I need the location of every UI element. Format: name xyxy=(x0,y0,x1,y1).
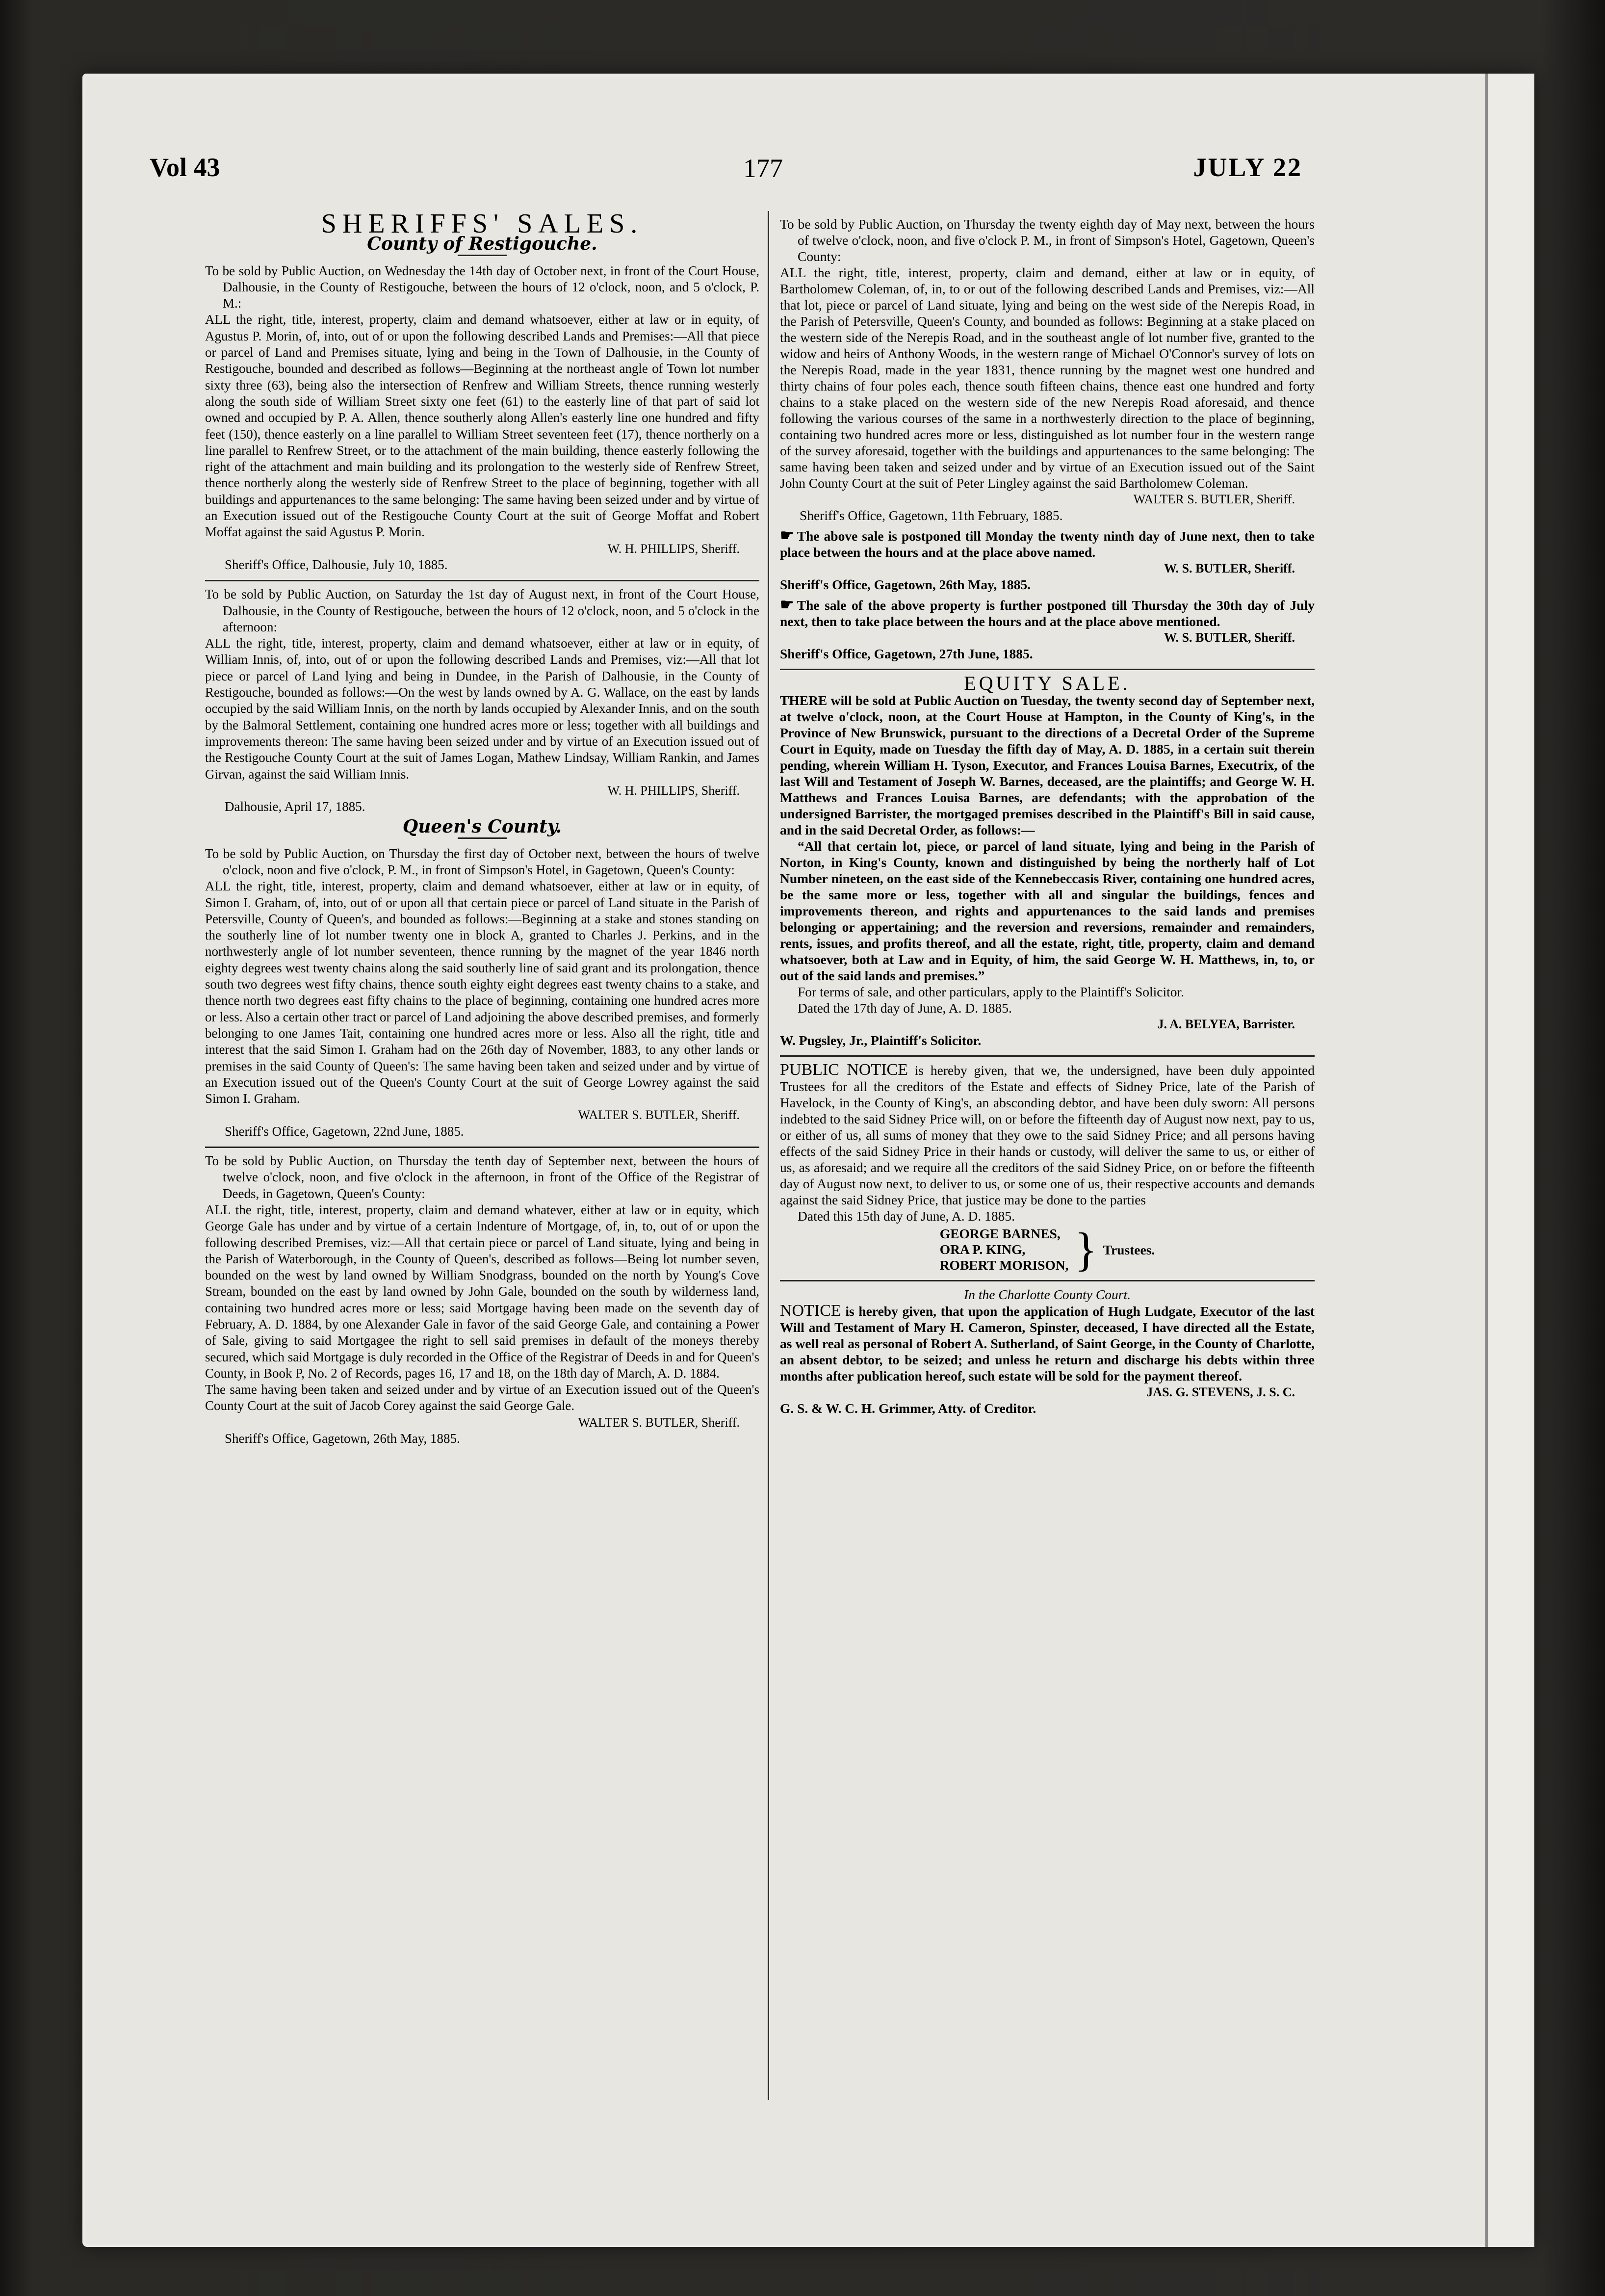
notice-lead: NOTICE xyxy=(780,1302,841,1320)
pointing-hand-icon: ☛ xyxy=(780,596,794,613)
notice-gale xyxy=(205,1153,759,1447)
notice-intro: To be sold by Public Auction, on Thursday the first day of October next, between the hours of twelve o'clock, noon and five o'clock, P. M., in front of Simpson's Hotel, in Gagetown, Queen's County: xyxy=(205,846,759,877)
notice-body: ALL the right, title, interest, property, claim and demand whatever, either at law or in equity, which George Gale has under and by virtue of a certain Indenture of Mortgage, of, in, to, out of or upon the following described Premises, viz:—All that certain piece or parcel of Land situate, lying and being in the Parish of Waterborough, in the County of Queen's, described as follows—Being lot number seven, bounded on the west by land owned by William Snodgrass, bounded on the north by Young's Cove Stream, bounded on the east by land owned by John Gale, bounded on the south by wilderness land, containing two hundred acres more or less; said Mortgage having been made on the seventh day of February, A. D. 1884, by one Alexander Gale in favor of the said George Gale, and containing a Power of Sale, giving to said Mortgagee the right to sell said premises in default of the moneys thereby secured, which said Mortgage is duly recorded in the Office of the Registrar of Deeds in and for Queen's County, in Book P, No. 2 of Records, pages 16, 17 and 18, on the 18th day of March, A. D. 1884. xyxy=(205,1202,759,1381)
sheriff-signature: WALTER S. BUTLER, Sheriff. xyxy=(578,1415,740,1430)
notice-body: ALL the right, title, interest, property, claim and demand whatsoever, either at law or in equity, of Simon I. Graham, of, into, out of or upon all that certain piece or parcel of Land situate in the Parish of Petersville, County of Queen's, and bounded as follows:—Beginning at a stake and stones standing on the southerly line of lot number twenty one in block A, granted to Charles J. Perkins, and in the northwesterly angle of lot number seventeen, thence running by the magnet of the year 1846 north eighty degrees west twenty chains along the said southerly line of said grant and its prolongation, thence south two degrees west fifty chains, thence south eighty eight degrees east twenty chains to a stake, and thence north two degrees east fifty chains to the place of beginning, containing one hundred acres more or less. Also a certain other tract or parcel of Land adjoining the above described premises, and formerly belonging to one James Tait, containing one hundred acres more or less. Also all the right, title and interest that the said Simon I. Graham had on the 26th day of November, 1883, to any other lands or premises in the said County of Queen's: The same having been taken and seized under and by virtue of an Execution issued out of the Queen's County Court at the suit of George Lowrey against the said Simon I. Graham. xyxy=(205,879,759,1106)
sheriff-office-date: Sheriff's Office, Gagetown, 22nd June, 1885. xyxy=(225,1123,464,1139)
creditor-attorney: G. S. & W. C. H. Grimmer, Atty. of Creditor. xyxy=(780,1401,1036,1416)
notice-coleman xyxy=(780,216,1315,523)
equity-sale-notice xyxy=(780,672,1315,1048)
equity-sale-body: THERE will be sold at Public Auction on Tuesday, the twenty second day of September next, at twelve o'clock, noon, at the Court House at Hampton, in the County of King's, in the Province of New Brunswick, pursuant to the directions of a Decretal Order of the Supreme Court in Equity, made on Tuesday the fifth day of May, A. D. 1885, in a certain suit therein pending, wherein William H. Tyson, Executor, and Frances Louisa Barnes, Executrix, of the last Will and Testament of Joseph W. Barnes, deceased, are the plaintiffs; and George W. H. Matthews and Frances Louisa Barnes, are defendants; with the approbation of the undersigned Barrister, the mortgaged premises described in the Plaintiff's Bill in said cause, and in the said Decretal Order, as follows:— xyxy=(780,693,1315,837)
notice-morin xyxy=(205,263,759,574)
sheriff-office-date: Sheriff's Office, Gagetown, 11th February, 1885. xyxy=(800,508,1063,523)
volume-number: Vol 43 xyxy=(150,153,220,182)
divider xyxy=(205,1147,759,1148)
section-title: SHERIFFS' SALES. xyxy=(321,209,644,239)
county-heading-restigouche: County of Restigouche. xyxy=(367,234,597,255)
trustees-label: Trustees. xyxy=(1103,1242,1155,1257)
notice-intro: To be sold by Public Auction, on Thursday the tenth day of September next, between the hours of twelve o'clock, noon, and five o'clock in the afternoon, in front of the Office of the Registrar of Deeds, in Gagetown, Queen's County: xyxy=(205,1153,759,1201)
sheriff-signature: W. H. PHILLIPS, Sheriff. xyxy=(607,783,740,798)
divider xyxy=(780,669,1315,670)
equity-sale-quote: “All that certain lot, piece, or parcel of land situate, lying and being in the Parish of Norton, in King's County, known and distinguished by being the northerly half of Lot Number nineteen, on the east side of the Kennebeccasis River, containing one hundred acres, be the same more or less, together with all and singular the buildings, fences and improvements thereon, and rights and appurtenances to the said lands and premises belonging or appertaining; and the reversion and reversions, remainder and remainders, rents, issues, and profits thereof, and all the estate, right, title, property, claim and demand whatsoever, both at Law and in Equity, of him, the said George W. H. Matthews, in, to, or out of the said lands and premises.” xyxy=(780,838,1315,983)
sheriff-office-date: Sheriff's Office, Gagetown, 27th June, 1885. xyxy=(780,646,1033,661)
charlotte-county-notice xyxy=(780,1286,1315,1416)
trustee-name: ROBERT MORISON, xyxy=(939,1257,1069,1273)
sheriff-office-date: Sheriff's Office, Dalhousie, July 10, 1885. xyxy=(225,557,448,572)
notice-intro: To be sold by Public Auction, on Thursday the twenty eighth day of May next, between the hours of twelve o'clock, noon, and five o'clock P. M., in front of Simpson's Hotel, Gagetown, Queen's County: xyxy=(780,216,1315,264)
county-heading-queens: Queen's County. xyxy=(402,816,562,837)
sheriff-signature: W. S. BUTLER, Sheriff. xyxy=(1164,561,1295,575)
trustee-name: ORA P. KING, xyxy=(939,1242,1026,1257)
divider xyxy=(458,255,507,256)
public-notice-body: is hereby given, that we, the undersigned, have been duly appointed Trustees for all the creditors of the Estate and effects of Sidney Price, late of the Parish of Havelock, in the County of King's, an absconding debtor, and have been duly sworn: All persons indebted to the said Sidney Price will, on or before the fifteenth day of August now next, pay to us, or either of us, all sums of money that they owe to the said Sidney Price; and all persons having effects of the said Sidney Price in their hands or custody, will deliver the same to us, or either of us, as aforesaid; and we require all the creditors of the said Sidney Price, on or before the fifteenth day of August now next, to deliver to us, or some one of us, their respective accounts and demands against the said Sidney Price, that justice may be done to the parties xyxy=(780,1063,1315,1207)
sheriff-signature: WALTER S. BUTLER, Sheriff. xyxy=(1133,492,1295,506)
pointing-hand-icon: ☛ xyxy=(780,526,794,544)
page-header xyxy=(150,147,1302,191)
public-notice-dated: Dated this 15th day of June, A. D. 1885. xyxy=(798,1208,1015,1224)
court-heading: In the Charlotte County Court. xyxy=(964,1287,1131,1302)
notice-intro: To be sold by Public Auction, on Saturday the 1st day of August next, in front of the Court House, Dalhousie, in the County of Restigouche, between the hours of 12 o'clock, noon, and 5 o'clock in the afternoon: xyxy=(205,587,759,634)
notice-body: ALL the right, title, interest, property, claim and demand whatsoever, either at law or in equity, of Agustus P. Morin, of, into, out of or upon the following described Lands and Premises:—All that piece or parcel of Land and Premises situate, lying and being in the Town of Dalhousie, in the County of Restigouche, bounded and described as follows—Beginning at the northeast angle of Town lot number sixty three (63), being also the intersection of Renfrew and William Streets, thence running westerly along the south side of William Street sixty one feet (61) to the easterly line of that part of said lot owned and occupied by P. A. Allen, thence southerly along Allen's easterly line one hundred and fifty feet (150), thence easterly on a line parallel to William Street seventeen feet (17), thence northerly on a line parallel to Renfrew Street, or to the attachment of the main building, thence easterly following the right of the attachment and main building and its prolongation to the westerly side of Renfrew Street, thence northerly along the westerly side of Renfrew Street to the place of beginning, together with all buildings and appurtenances to the same belonging: The same having been seized under and by virtue of an Execution issued out of the Restigouche County Court at the suit of George Moffat and Robert Moffat against the said Agustus P. Morin. xyxy=(205,312,759,540)
left-column xyxy=(205,209,759,1447)
sheriff-office-date: Dalhousie, April 17, 1885. xyxy=(225,799,365,814)
sheriff-signature: W. H. PHILLIPS, Sheriff. xyxy=(607,541,740,556)
divider xyxy=(458,837,507,839)
sheriff-signature: WALTER S. BUTLER, Sheriff. xyxy=(578,1108,740,1122)
notice-body: ALL the right, title, interest, property, claim and demand whatsoever, either at law or in equity, of William Innis, of, into, out of or upon the following described Lands and Premises, viz:—All that lot piece or parcel of Land lying and being in Dundee, in the Parish of Dalhousie, in the County of Restigouche, bounded as follows:—On the west by lands owned by A. G. Wallace, on the east by lands occupied by the said William Innis, on the north by lands occupied by Alexander Innis, and on the south by the Balmoral Settlement, containing one hundred acres more or less; together with all buildings and improvements thereon: The same having been seized under and by virtue of an Execution issued out of the Restigouche County Court at the suit of James Logan, Mathew Lindsay, William Rankin, and James Girvan, against the said William Innis. xyxy=(205,636,759,782)
notice-intro: To be sold by Public Auction, on Wednesday the 14th day of October next, in front of the Court House, Dalhousie, in the County of Restigouche, between the hours of 12 o'clock, noon, and 5 o'clock, P. M.: xyxy=(205,263,759,311)
notice-body-continued: The same having been taken and seized under and by virtue of an Execution issued out of the Queen's County Court at the suit of Jacob Corey against the said George Gale. xyxy=(205,1382,759,1413)
trustee-signatures xyxy=(780,1223,1315,1276)
judge-signature: JAS. G. STEVENS, J. S. C. xyxy=(1146,1385,1295,1399)
notice-innis xyxy=(205,586,759,815)
divider xyxy=(205,580,759,581)
postponement-notice-2 xyxy=(780,597,1315,662)
divider xyxy=(780,1280,1315,1281)
sheriff-signature: W. S. BUTLER, Sheriff. xyxy=(1164,630,1295,645)
barrister-signature: J. A. BELYEA, Barrister. xyxy=(1157,1017,1295,1031)
sheriff-office-date: Sheriff's Office, Gagetown, 26th May, 1885. xyxy=(780,577,1031,592)
public-notice-lead: PUBLIC NOTICE xyxy=(780,1061,908,1079)
trustee-name: GEORGE BARNES, xyxy=(939,1226,1061,1241)
column-divider xyxy=(768,211,769,2100)
plaintiff-solicitor: W. Pugsley, Jr., Plaintiff's Solicitor. xyxy=(780,1033,982,1048)
notice-body: is hereby given, that upon the application of Hugh Ludgate, Executor of the last Will and Testament of Mary H. Cameron, Spinster, deceased, I have directed all the Estate, as well real as personal of Robert A. Sutherland, of Saint George, in the County of Charlotte, an absent debtor, to be seized; and unless he return and discharge his debts within three months after publication hereof, such estate will be sold for the payment thereof. xyxy=(780,1304,1315,1383)
notice-graham xyxy=(205,846,759,1140)
issue-date: JULY 22 xyxy=(1193,153,1302,182)
postponement-notice-1 xyxy=(780,527,1315,593)
divider xyxy=(780,1055,1315,1057)
equity-sale-dated: Dated the 17th day of June, A. D. 1885. xyxy=(798,1000,1012,1016)
equity-sale-heading: EQUITY SALE. xyxy=(964,672,1131,694)
public-notice xyxy=(780,1061,1315,1276)
sheriff-office-date: Sheriff's Office, Gagetown, 26th May, 1885. xyxy=(225,1431,460,1446)
postponement-text: The above sale is postponed till Monday the twenty ninth day of June next, then to take place between the hours and at the place above named. xyxy=(780,528,1315,560)
right-column xyxy=(780,216,1315,1416)
notice-body: ALL the right, title, interest, property, claim and demand, either at law or in equity, of Bartholomew Coleman, of, in, to or out of the following described Lands and Premises, viz:—All that lot, piece or parcel of Land situate, lying and being on the west side of the Nerepis Road, in the Parish of Petersville, Queen's County, and bounded as follows: Beginning at a stake placed on the western side of the Nerepis Road, and in the southeast angle of lot number five, granted to the widow and heirs of Anthony Woods, in the western range of Michael O'Connor's survey of lots on the Nerepis Road, made in the year 1831, thence running by the magnet west one hundred and thirty chains of four poles each, thence south fifteen chains, thence east one hundred and forty chains to a stake placed on the western side of the new Nerepis Road aforesaid, and thence following the various courses of the same in a northwesterly direction to the place of beginning, containing two hundred acres more or less, distinguished as lot number four in the western range of the survey aforesaid, together with the buildings and appurtenances to the same belonging: The same having been taken and seized under and by virtue of an Execution issued out of the Saint John County Court at the suit of Peter Lingley against the said Bartholomew Coleman. xyxy=(780,265,1315,491)
page-binding-edge xyxy=(1485,74,1534,2247)
page-number: 177 xyxy=(743,154,783,183)
postponement-text: The sale of the above property is further postponed till Thursday the 30th day of July next, then to take place between the hours and at the place above mentioned. xyxy=(780,598,1315,629)
brace-symbol: } xyxy=(1074,1223,1097,1276)
equity-sale-terms: For terms of sale, and other particulars, apply to the Plaintiff's Solicitor. xyxy=(798,984,1185,999)
